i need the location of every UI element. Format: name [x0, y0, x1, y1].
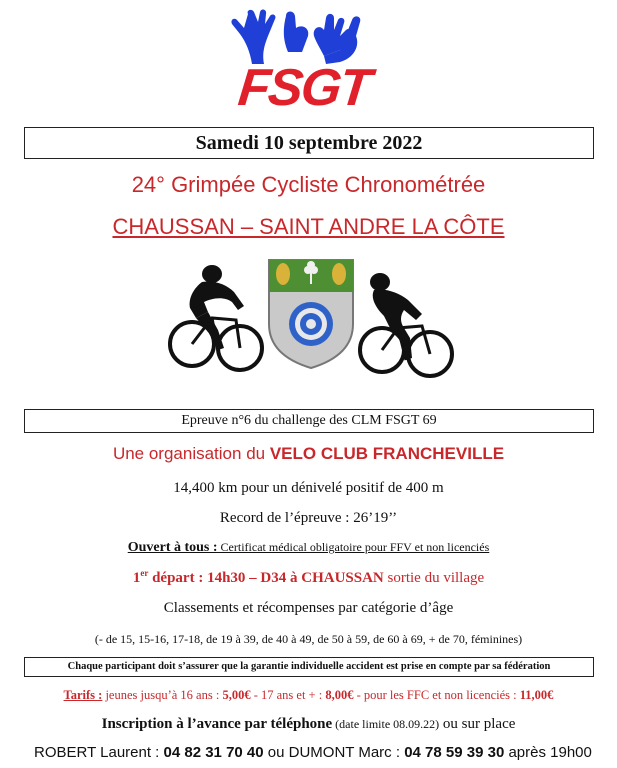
contact-after: après 19h00: [504, 744, 592, 761]
tarif-young: 5,00€: [222, 688, 251, 702]
tarifs-label: Tarifs :: [63, 688, 103, 702]
contact-name-1: ROBERT Laurent :: [34, 744, 164, 761]
departure-time-place: départ : 14h30 – D34 à CHAUSSAN: [148, 570, 384, 586]
tarifs-t2: - 17 ans et + :: [250, 688, 326, 702]
inscription-bold: Inscription à l’avance par téléphone: [101, 716, 333, 732]
organisation-club: VELO CLUB FRANCHEVILLE: [269, 444, 505, 463]
inscription-rest: ou sur place: [439, 716, 516, 732]
fsgt-logo: [228, 6, 378, 116]
open-line: [0, 540, 617, 556]
insurance-text: Chaque participant doit s’assurer que la garantie individuelle accident est prise en compte par sa fédération: [67, 661, 551, 672]
challenge-text: Epreuve n°6 du challenge des CLM FSGT 69: [181, 413, 437, 428]
cyclist-right-icon: [356, 270, 454, 380]
classements-line: Classements et récompenses par catégorie d’âge: [163, 600, 454, 616]
contact-mid: ou DUMONT Marc :: [263, 744, 405, 761]
departure-num: 1: [132, 570, 141, 586]
event-location: CHAUSSAN – SAINT ANDRE LA CÔTE: [112, 214, 505, 239]
tarifs-t1: jeunes jusqu’à 16 ans :: [102, 688, 223, 702]
organisation-prefix: Une organisation du: [112, 444, 270, 463]
open-label: Ouvert à tous :: [127, 540, 218, 555]
date-box: [24, 127, 594, 159]
insurance-box: [24, 657, 594, 677]
contact-phone-1: 04 82 31 70 40: [163, 744, 264, 761]
challenge-box: [24, 409, 594, 433]
departure-sup: er: [140, 568, 149, 578]
distance-line: 14,400 km pour un dénivelé positif de 400 m: [173, 480, 444, 496]
record-line: Record de l’épreuve : 26’19’’: [219, 510, 398, 526]
contacts-line: [34, 744, 592, 761]
coat-of-arms-icon: [265, 258, 357, 370]
categories-line: (- de 15, 15-16, 17-18, de 19 à 39, de 40 à 49, de 50 à 59, de 60 à 69, + de 70, féminines): [94, 632, 523, 646]
cyclist-left-icon: [166, 262, 264, 376]
organisation-line: [0, 444, 617, 464]
inscription-line: [0, 716, 617, 733]
open-text: Certificat médical obligatoire pour FFV et non licenciés: [217, 540, 490, 554]
contact-phone-2: 04 78 59 39 30: [404, 744, 505, 761]
tarifs-line: [0, 688, 617, 703]
event-title: 24° Grimpée Cycliste Chronométrée: [131, 172, 486, 197]
fsgt-wordmark: FSGT: [235, 59, 373, 117]
inscription-deadline: (date limite 08.09.22): [332, 717, 440, 731]
departure-rest: sortie du village: [383, 570, 485, 586]
event-date: Samedi 10 septembre 2022: [195, 132, 423, 154]
tarifs-t3: - pour les FFC et non licenciés :: [353, 688, 520, 702]
tarif-ffc: 11,00€: [519, 688, 554, 702]
tarif-adult: 8,00€: [325, 688, 354, 702]
departure-line: [0, 568, 617, 587]
